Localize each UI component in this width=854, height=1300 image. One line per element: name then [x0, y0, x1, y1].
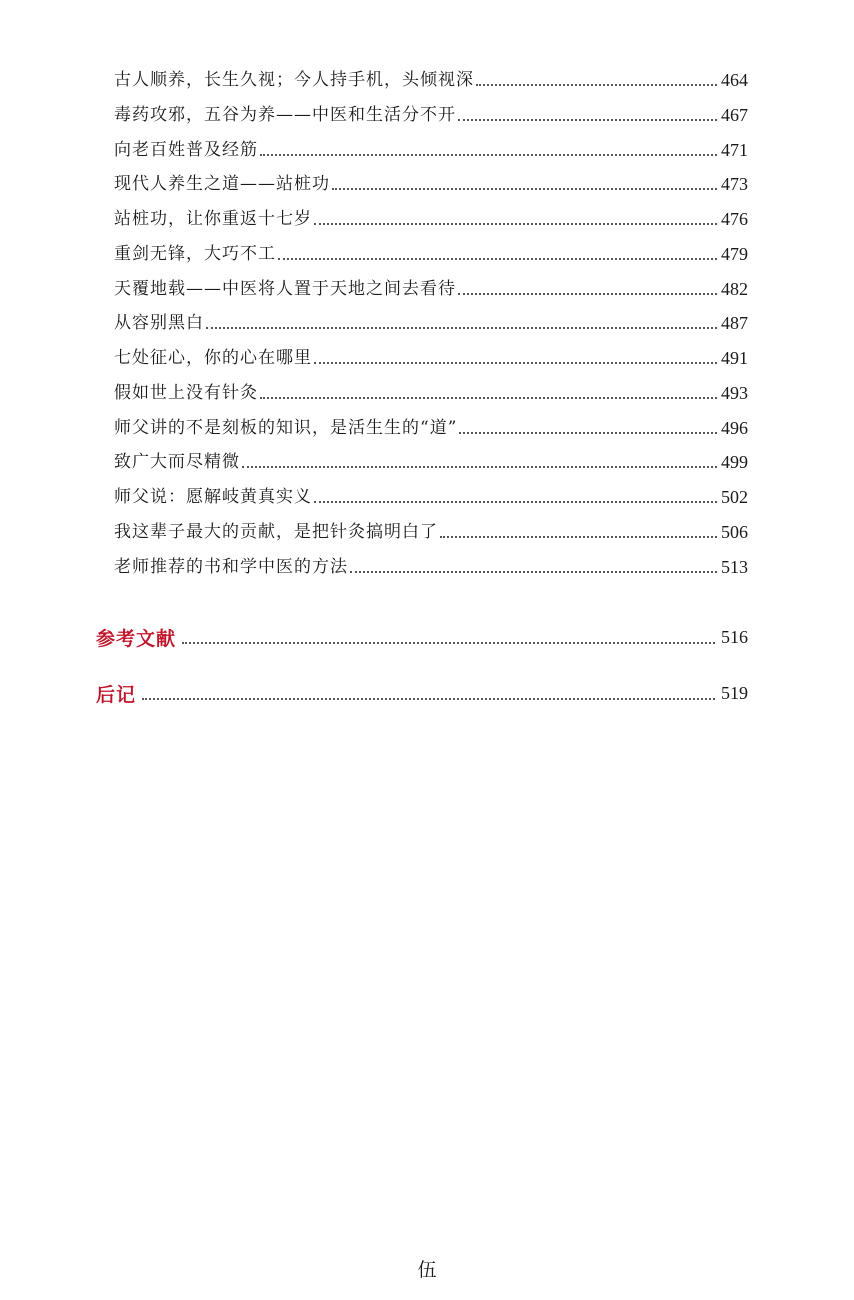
section-page: 516: [721, 626, 748, 647]
toc-entry-title: 七处征心，你的心在哪里: [114, 348, 312, 368]
toc-entry-title: 毒药攻邪，五谷为养——中医和生活分不开: [114, 105, 456, 125]
toc-section-references[interactable]: [96, 619, 748, 655]
dot-leader: [476, 83, 717, 86]
dot-leader: [260, 396, 717, 399]
toc-entry-page: 473: [721, 174, 748, 194]
toc-entry-page: 496: [721, 418, 748, 438]
toc-entry[interactable]: [114, 237, 748, 271]
toc-entry[interactable]: [114, 63, 748, 97]
dot-leader: [182, 641, 715, 644]
toc-entry[interactable]: [114, 411, 748, 445]
toc-entry[interactable]: [114, 167, 748, 201]
toc-entry-page: 467: [721, 105, 748, 125]
toc-entry-title: 天覆地载——中医将人置于天地之间去看待: [114, 279, 456, 299]
toc-entry[interactable]: [114, 550, 748, 584]
toc-entry[interactable]: [114, 445, 748, 479]
dot-leader: [458, 292, 717, 295]
dot-leader: [242, 465, 717, 468]
toc-entry[interactable]: [114, 133, 748, 167]
dot-leader: [314, 222, 717, 225]
section-page: 519: [721, 682, 748, 703]
toc-entry-page: 487: [721, 313, 748, 333]
toc-entry-page: 513: [721, 557, 748, 577]
toc-entry[interactable]: [114, 272, 748, 306]
dot-leader: [458, 118, 717, 121]
toc-entry-page: 464: [721, 70, 748, 90]
page-number: 伍: [417, 1259, 437, 1281]
toc-entry[interactable]: [114, 480, 748, 514]
dot-leader: [278, 257, 717, 260]
toc-entry-title: 古人顺养，长生久视；今人持手机，头倾视深: [114, 70, 474, 90]
toc-entry-title: 致广大而尽精微: [114, 452, 240, 472]
toc-entry[interactable]: [114, 98, 748, 132]
toc-entry-page: 493: [721, 383, 748, 403]
toc-entry-page: 471: [721, 140, 748, 160]
toc-entry-page: 479: [721, 244, 748, 264]
toc-entry-title: 站桩功，让你重返十七岁: [114, 209, 312, 229]
toc-entry-title: 我这辈子最大的贡献，是把针灸搞明白了: [114, 522, 438, 542]
toc-entry-title: 假如世上没有针灸: [114, 383, 258, 403]
toc-entry-title: 重剑无锋，大巧不工: [114, 244, 276, 264]
dot-leader: [332, 187, 717, 190]
toc-entry-title: 老师推荐的书和学中医的方法: [114, 557, 348, 577]
toc-entry[interactable]: [114, 306, 748, 340]
toc-entry-title: 向老百姓普及经筋: [114, 140, 258, 160]
dot-leader: [459, 431, 717, 434]
toc-entry-title: 现代人养生之道——站桩功: [114, 174, 330, 194]
dot-leader: [206, 326, 717, 329]
dot-leader: [260, 153, 717, 156]
toc-entry-title: 师父讲的不是刻板的知识，是活生生的“道”: [114, 418, 458, 438]
toc-entry[interactable]: [114, 376, 748, 410]
toc-entry[interactable]: [114, 515, 748, 549]
toc-entry[interactable]: [114, 341, 748, 375]
toc-entry-page: 506: [721, 522, 748, 542]
toc-entry-page: 491: [721, 348, 748, 368]
toc-entry-page: 476: [721, 209, 748, 229]
section-title: 参考文献: [96, 627, 177, 650]
toc-entry-title: 从容别黑白: [114, 313, 204, 333]
toc-entry-page: 482: [721, 279, 748, 299]
toc-entry-title: 师父说：愿解岐黄真实义: [114, 487, 312, 507]
dot-leader: [314, 361, 717, 364]
dot-leader: [314, 500, 717, 503]
dot-leader: [142, 697, 715, 700]
toc-entry-page: 502: [721, 487, 748, 507]
toc-section-afterword[interactable]: [96, 675, 748, 711]
toc-entry[interactable]: [114, 202, 748, 236]
dot-leader: [350, 570, 717, 573]
section-title: 后记: [96, 683, 137, 706]
toc-entry-page: 499: [721, 452, 748, 472]
dot-leader: [440, 535, 717, 538]
